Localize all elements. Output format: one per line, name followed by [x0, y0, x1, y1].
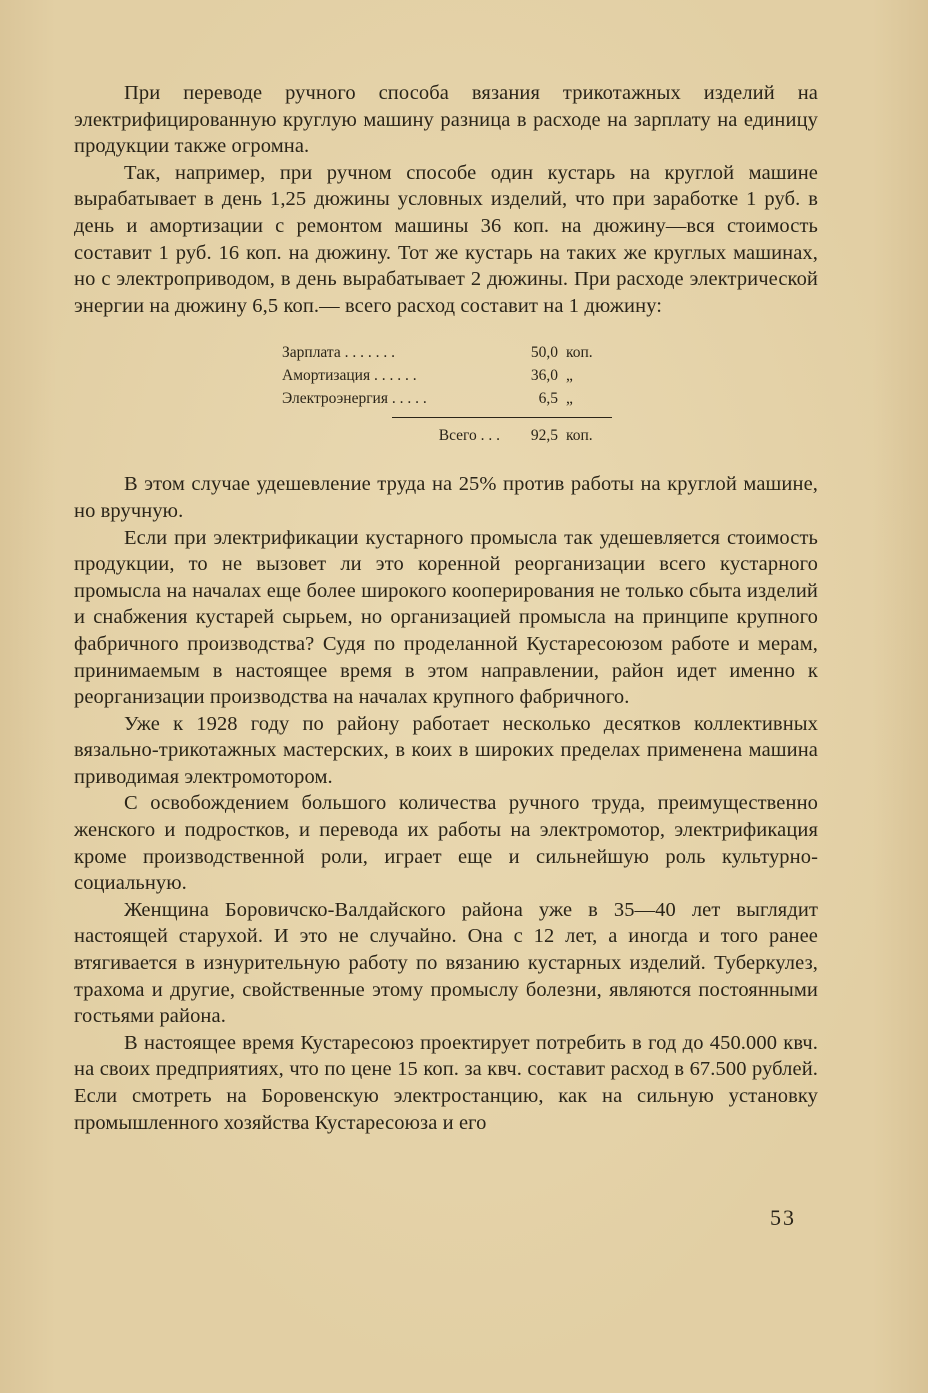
- paragraph: С освобождением большого количества ручного труда, преимущественно женского и подростков, и перевода их работы на электромотор, электрификация кроме производственной роли, играет еще и сильнейшую роль культурно-социальную.: [74, 792, 818, 895]
- calc-row: [282, 364, 612, 387]
- calc-label: Амортизация . . . . . .: [282, 367, 417, 385]
- document-page: [74, 80, 818, 1136]
- calc-row: [282, 387, 612, 410]
- calc-unit: коп.: [566, 344, 593, 362]
- calc-unit: „: [566, 367, 573, 385]
- paragraph: Женщина Боровичско-Валдайского района уже в 35—40 лет выглядит настоящей старухой. И это не случайно. Она с 12 лет, а иногда и того ранее втягивается в изнурительную работу по вязанию кустарных изделий. Туберкулез, трахома и другие, свойственные этому промыслу болезни, являются постоянными гостьями района.: [74, 898, 818, 1028]
- calc-label: Зарплата . . . . . . .: [282, 344, 395, 362]
- calc-total-label: Всего . . .: [438, 427, 500, 445]
- calc-row: [282, 341, 612, 364]
- paragraph: Уже к 1928 году по району работает несколько десятков коллективных вязально-трикотажных мастерских, в коих в широких пределах применена машина приводимая электромотором.: [74, 712, 818, 788]
- calc-total-amount: 92,5: [530, 427, 558, 445]
- calc-total-unit: коп.: [566, 427, 593, 445]
- paragraph: В настоящее время Кустаресоюз проектирует потребить в год до 450.000 квч. на своих предприятиях, что по цене 15 коп. за квч. составит расход в 67.500 рублей. Если смотреть на Боровенскую электростанцию, как на сильную установку промышленного хозяйства Кустаресоюза и его: [74, 1031, 818, 1134]
- calc-amount: 50,0: [530, 344, 558, 362]
- calc-amount: 6,5: [538, 390, 558, 408]
- sum-rule: [392, 417, 612, 418]
- page-number: 53: [770, 1205, 796, 1230]
- cost-calculation: [282, 341, 612, 447]
- calc-unit: „: [566, 390, 573, 408]
- paragraph: В этом случае удешевление труда на 25% против работы на круглой машине, но вручную.: [74, 473, 818, 522]
- paragraph: Если при электрификации кустарного промысла так удешевляется стоимость продукции, то не вызовет ли это коренной реорганизации всего кустарного промысла на началах еще более широкого кооперирования не только сбыта изделий и снабжения кустарей сырьем, но организацией промысла на принципе крупного фабричного производства? Судя по проделанной Кустаресоюзом работе и мерам, принимаемым в настоящее время в этом направлении, район идет именно к реорганизации производства на началах крупного фабричного.: [74, 526, 818, 709]
- paragraph: При переводе ручного способа вязания трикотажных изделий на электрифицированную круглую машину разница в расходе на зарплату на единицу продукции также огромна.: [74, 82, 818, 158]
- calc-total-row: [282, 424, 612, 447]
- calc-label: Электроэнергия . . . . .: [282, 390, 427, 408]
- paragraph: Так, например, при ручном способе один кустарь на круглой машине вырабатывает в день 1,25 дюжины условных изделий, что при заработке 1 руб. в день и амортизации с ремонтом машины 36 коп. на дюжину—вся стоимость составит 1 руб. 16 коп. на дюжину. Тот же кустарь на таких же круглых машинах, но с электроприводом, в день вырабатывает 2 дюжины. При расходе электрической энергии на дюжину 6,5 коп.— всего расход составит на 1 дюжину:: [74, 161, 818, 317]
- calc-amount: 36,0: [530, 367, 558, 385]
